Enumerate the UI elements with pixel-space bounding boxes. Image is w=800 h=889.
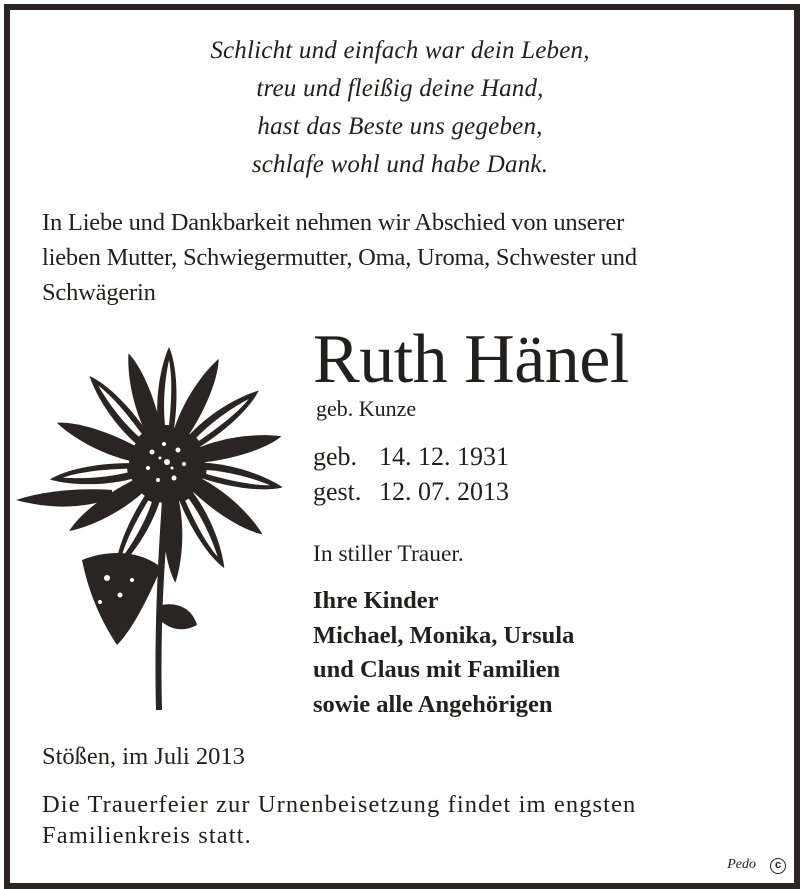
poem-line: Schlicht und einfach war dein Leben, <box>210 37 590 64</box>
mourners <box>313 584 574 722</box>
intro-text <box>42 205 762 310</box>
copyright-icon: c <box>770 858 786 874</box>
birth-date <box>313 440 509 474</box>
notice-line: Die Trauerfeier zur Urnenbeisetzung findet im engsten <box>42 791 637 818</box>
mourning-intro: In stiller Trauer. <box>313 541 464 567</box>
mourner-line: sowie alle Angehörigen <box>313 690 553 718</box>
designer-credit: Pedo <box>727 857 756 872</box>
poem <box>0 32 800 184</box>
poem-line: hast das Beste uns gegeben, <box>257 113 543 140</box>
poem-line: schlafe wohl und habe Dank. <box>251 151 549 178</box>
notice-line: Familienkreis statt. <box>42 822 252 849</box>
birth-label: geb. <box>313 442 358 471</box>
death-date-value: 12. 07. 2013 <box>379 477 509 506</box>
maiden-name: geb. Kunze <box>316 396 417 421</box>
death-label: gest. <box>313 477 362 506</box>
place-date: Stößen, im Juli 2013 <box>42 743 245 770</box>
death-date <box>313 475 509 509</box>
sunflower-icon <box>12 340 282 720</box>
mourner-line: und Claus mit Familien <box>313 656 561 683</box>
funeral-notice <box>42 789 760 851</box>
deceased-name: Ruth Hänel <box>313 321 629 398</box>
intro-line: In Liebe und Dankbarkeit nehmen wir Abschied von unserer <box>42 209 625 236</box>
birth-date-value: 14. 12. 1931 <box>379 442 509 471</box>
intro-line: Schwägerin <box>42 279 156 306</box>
mourner-line: Ihre Kinder <box>313 587 439 614</box>
poem-line: treu und fleißig deine Hand, <box>256 75 544 102</box>
mourner-line: Michael, Monika, Ursula <box>313 621 575 649</box>
intro-line: lieben Mutter, Schwiegermutter, Oma, Uroma, Schwester und <box>42 244 637 271</box>
